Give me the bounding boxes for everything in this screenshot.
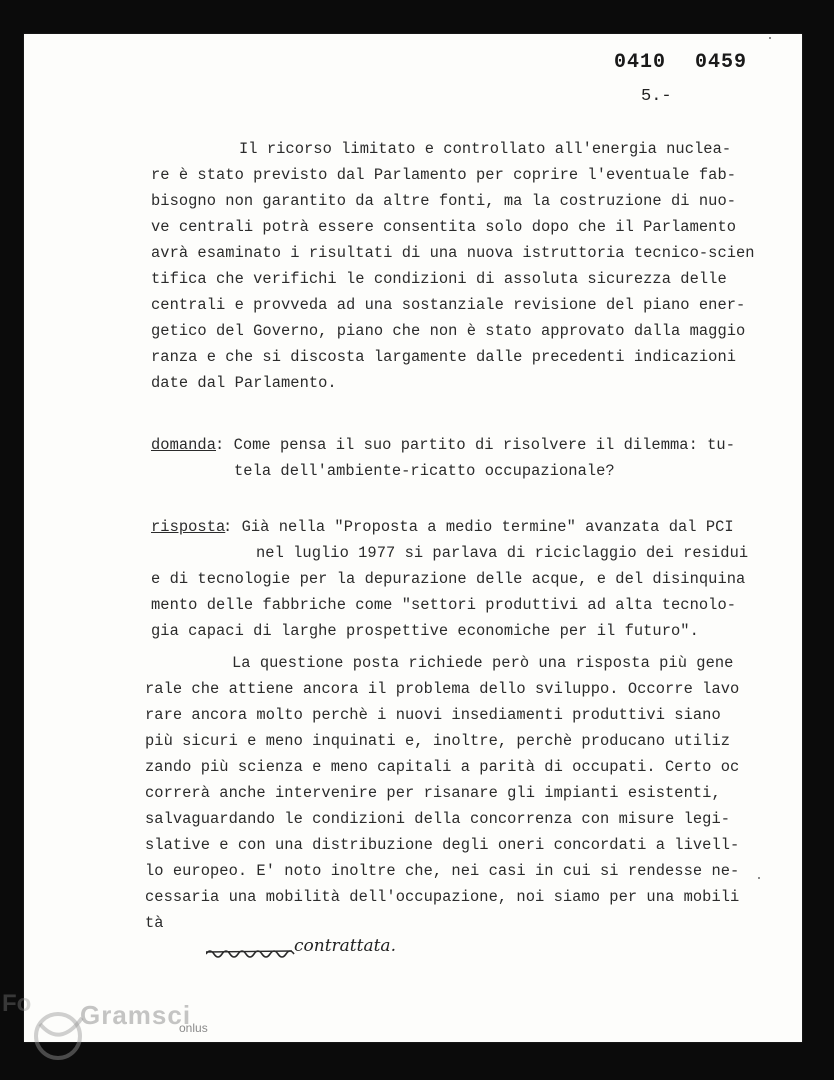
answer-line: e di tecnologie per la depurazione delle acque, e del disinquina xyxy=(151,570,746,588)
answer-line: La questione posta richiede però una risposta più gene xyxy=(232,654,734,672)
text-line: re è stato previsto dal Parlamento per coprire l'eventuale fab- xyxy=(151,166,737,184)
answer-line: cessaria una mobilità dell'occupazione, noi siamo per una mobili xyxy=(145,888,740,906)
margin-mark xyxy=(769,37,771,39)
text-line: bisogno non garantito da altre fonti, ma la costruzione di nuo- xyxy=(151,192,737,210)
archive-ref-code-1: 0410 xyxy=(614,51,667,74)
answer-line: mento delle fabbriche come "settori produttivi ad alta tecnolo- xyxy=(151,596,737,614)
answer-line: nel luglio 1977 si parlava di riciclaggio dei residui xyxy=(256,544,749,562)
question-line: : Come pensa il suo partito di risolvere il dilemma: tu- xyxy=(215,436,736,454)
document-page xyxy=(24,34,802,1042)
watermark-edge-text: Fo xyxy=(2,990,32,1017)
answer-line: correrà anche intervenire per risanare gli impianti esistenti, xyxy=(145,784,721,802)
answer-line: zando più scienza e meno capitali a parità di occupati. Certo oc xyxy=(145,758,740,776)
text-line: avrà esaminato i risultati di una nuova istruttoria tecnico-scien xyxy=(151,244,755,262)
watermark-name: Gramsci xyxy=(80,1000,192,1030)
answer-line: gia capaci di larghe prospettive economiche per il futuro". xyxy=(151,622,699,640)
watermark-sub: onlus xyxy=(179,1021,208,1035)
question-line: tela dell'ambiente-ricatto occupazionale? xyxy=(234,462,615,480)
answer-line: salvaguardando le condizioni della concorrenza con misure legi- xyxy=(145,810,731,828)
text-line: tifica che verifichi le condizioni di assoluta sicurezza delle xyxy=(151,270,727,288)
answer-line: rale che attiene ancora il problema dello sviluppo. Occorre lavo xyxy=(145,680,740,698)
answer-line: : Già nella "Proposta a medio termine" avanzata dal PCI xyxy=(223,518,734,536)
handwritten-correction: contrattata. xyxy=(294,936,396,956)
answer-line: slative e con una distribuzione degli oneri concordati a livell- xyxy=(145,836,740,854)
answer-line: più sicuri e meno inquinati e, inoltre, perchè producano utiliz xyxy=(145,732,731,750)
margin-mark xyxy=(758,877,760,879)
answer-label: risposta xyxy=(151,518,226,536)
text-line: ranza e che si discosta largamente dalle precedenti indicazioni xyxy=(151,348,737,366)
text-line: getico del Governo, piano che non è stato approvato dalla maggio xyxy=(151,322,746,340)
text-line: centrali e provveda ad una sostanziale revisione del piano ener- xyxy=(151,296,746,314)
text-line: ve centrali potrà essere consentita solo dopo che il Parlamento xyxy=(151,218,737,236)
text-line: Il ricorso limitato e controllato all'energia nuclea- xyxy=(239,140,732,158)
question-label: domanda xyxy=(151,436,217,454)
archive-ref-code-2: 0459 xyxy=(695,51,748,74)
answer-line: lo europeo. E' noto inoltre che, nei casi in cui si rendesse ne- xyxy=(145,862,740,880)
answer-line: rare ancora molto perchè i nuovi insediamenti produttivi siano xyxy=(145,706,721,724)
answer-line: tà xyxy=(145,914,164,932)
text-line: date dal Parlamento. xyxy=(151,374,337,392)
page-number: 5.- xyxy=(641,87,672,106)
